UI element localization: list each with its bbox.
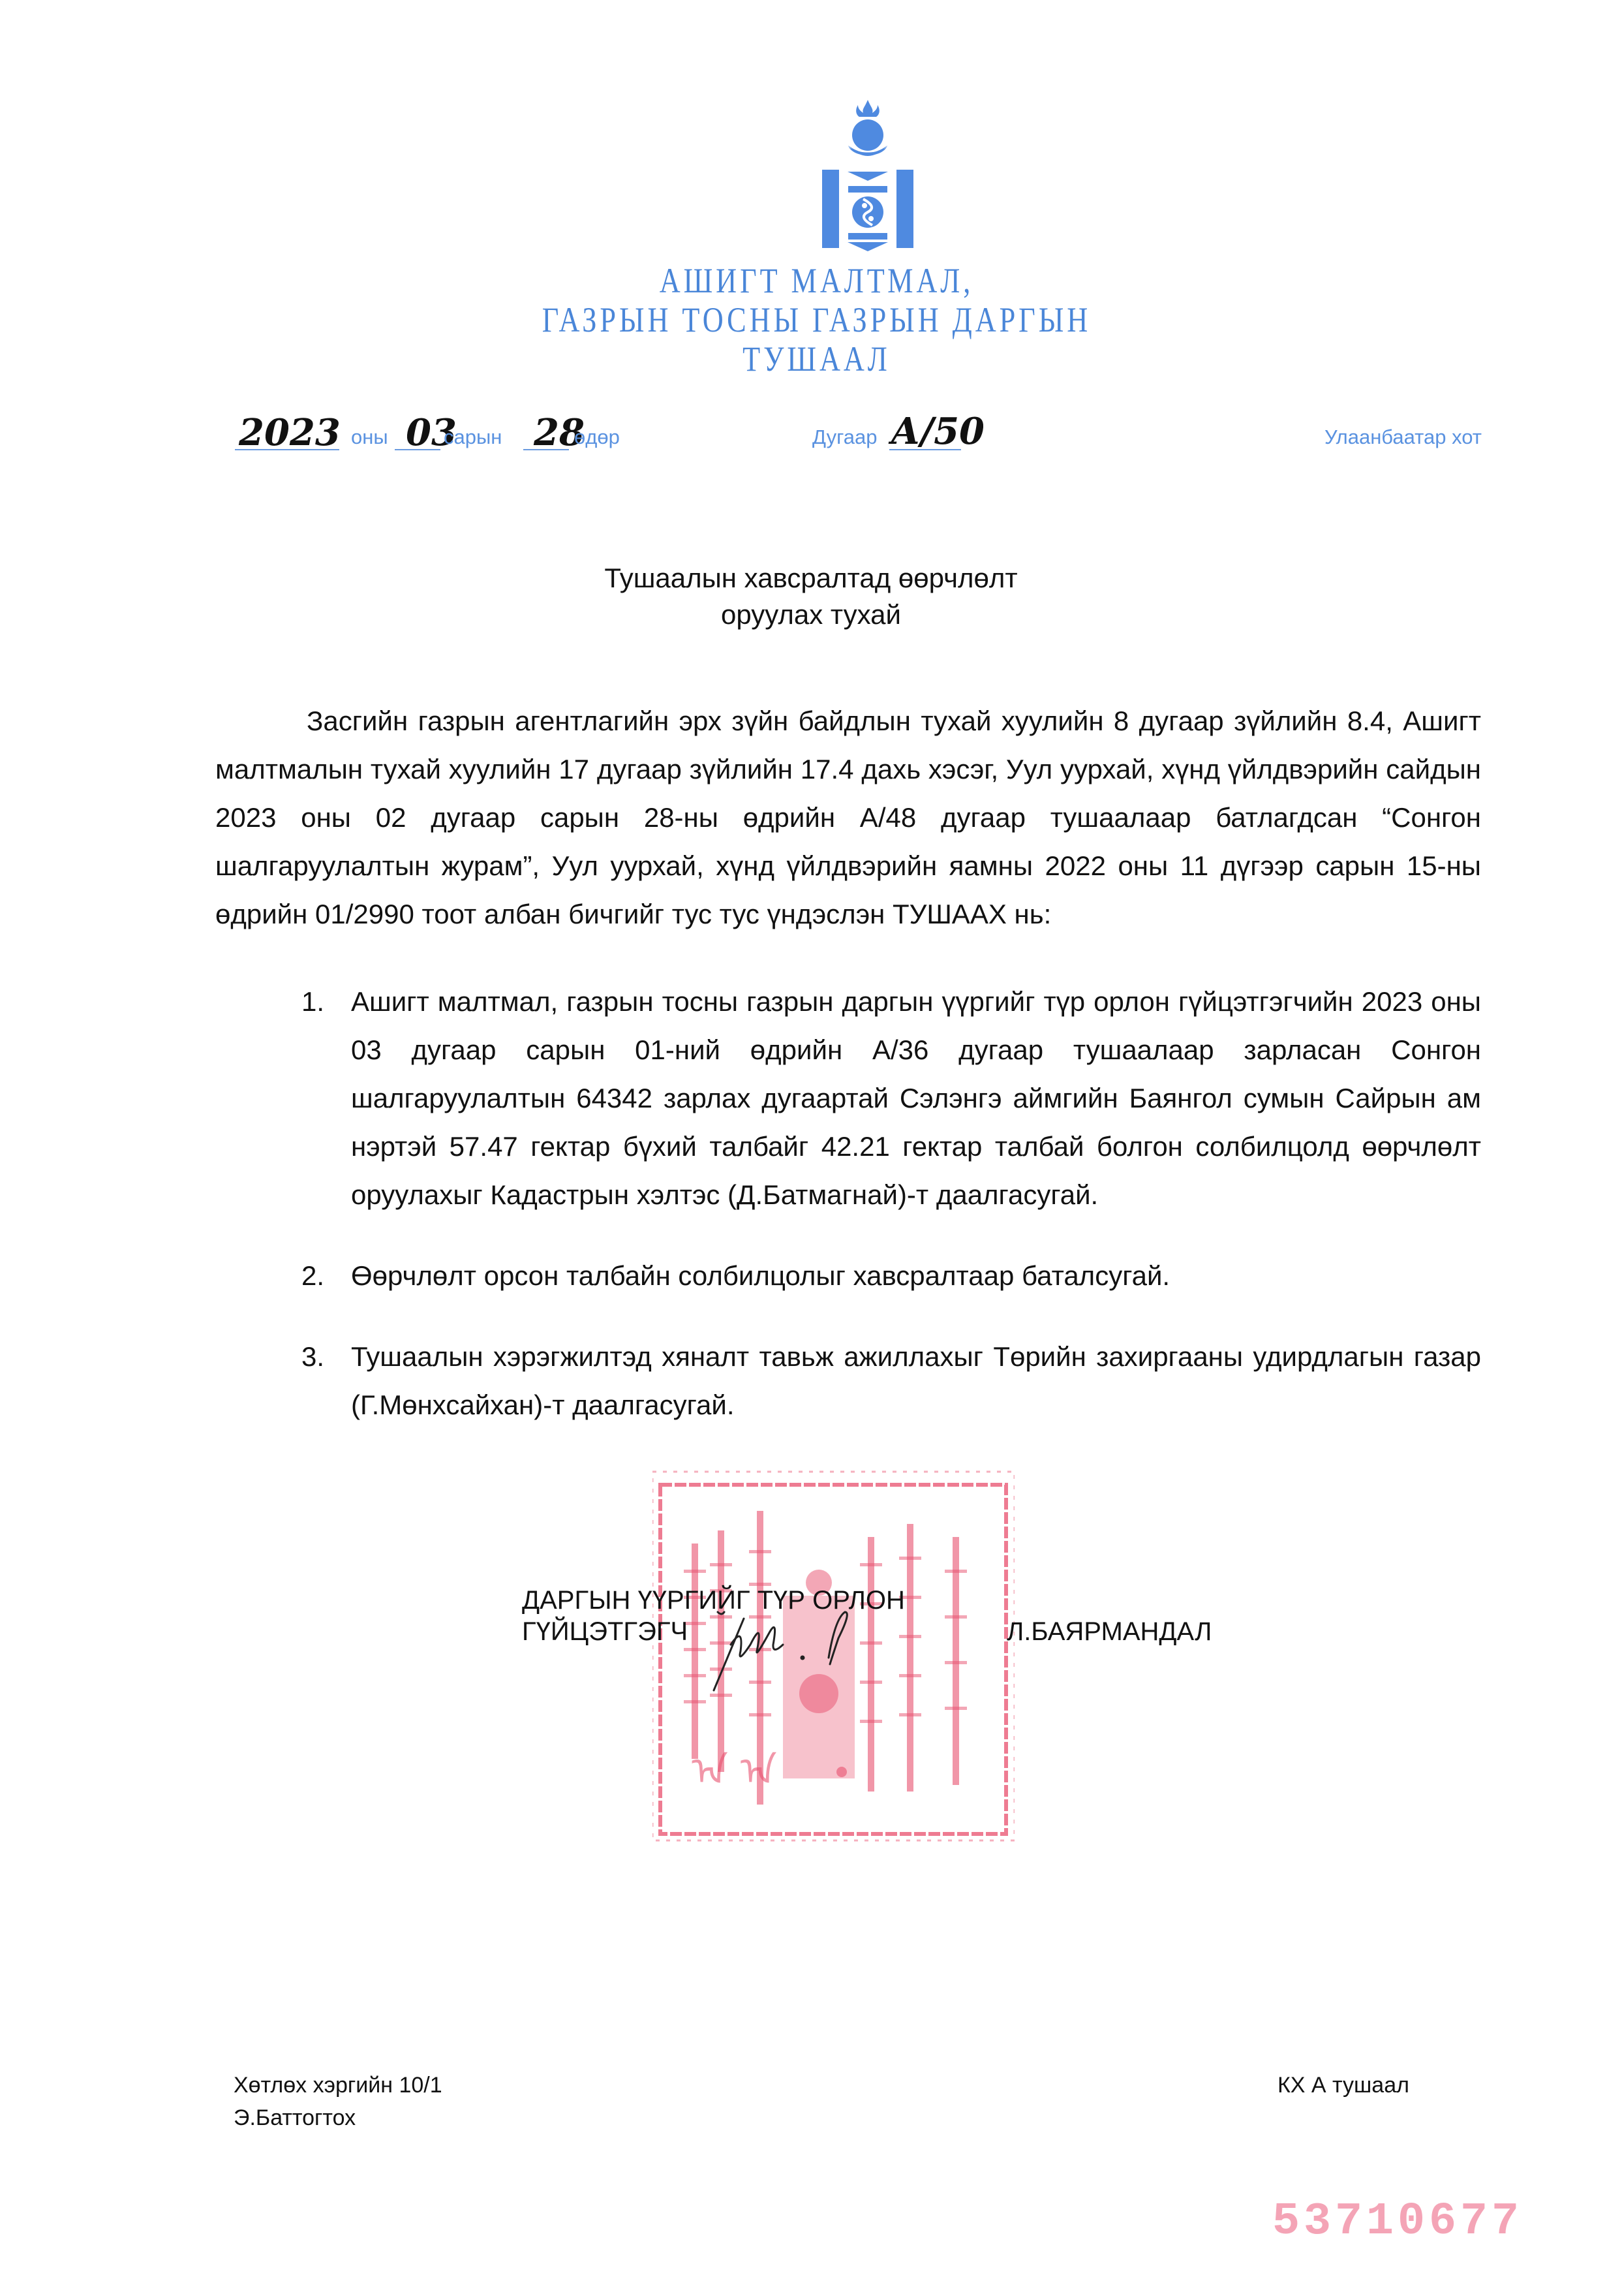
order-item: [301, 1252, 1481, 1300]
subject-line-1: Тушаалын хавсралтад өөрчлөлт: [604, 563, 1018, 593]
signatory-title-line-2: ГҮЙЦЭТГЭГЧ: [522, 1617, 688, 1646]
handwritten-signature: [705, 1592, 874, 1697]
number-label: Дугаар: [812, 426, 878, 448]
signatory-title-line-1: ДАРГЫН ҮҮРГИЙГ ТҮР ОРЛОН: [522, 1586, 905, 1615]
svg-text:ᠠ ᠠ: ᠠ ᠠ: [692, 1749, 777, 1795]
subject-title: [0, 560, 1622, 633]
handwritten-number: А/50: [891, 410, 985, 453]
soyombo-emblem-icon: [819, 82, 917, 251]
header-line-1: АШИГТ МАЛТМАЛ,: [659, 261, 974, 300]
item-number: 3.: [301, 1341, 325, 1372]
signatory-name: Л.БАЯРМАНДАЛ: [1007, 1617, 1212, 1646]
file-case-number: Хөтлөх хэргийн 10/1: [234, 2073, 442, 2098]
order-item: [301, 1333, 1481, 1429]
document-type-note: КХ А тушаал: [1278, 2073, 1409, 2098]
order-items: [301, 978, 1481, 1429]
month-label: сарын: [444, 426, 502, 448]
order-number: [812, 411, 1073, 489]
handwritten-year: 2023: [239, 411, 341, 454]
item-text: Ашигт малтмал, газрын тосны газрын даргын үүргийг түр орлон гүйцэтгэгчийн 2023 оны 03 дугаар сарын 01-ний өдрийн А/36 дугаар тушаалаар зарласан Сонгон шалгаруулалтын 64342 зарлах дугаартай Сэлэнгэ аймгийн Баянгол сумын Сайрын ам нэртэй 57.47 гектар бүхий талбайг 42.21 гектар талбай болгон солбилцолд өөрчлөлт оруулахыг Кадастрын хэлтэс (Д.Батмагнай)-т даалгасугай.: [351, 986, 1481, 1210]
header-line-3: ТУШААЛ: [742, 339, 891, 379]
order-item: [301, 978, 1481, 1219]
prepared-by: Э.Баттогтох: [234, 2105, 356, 2130]
subject-line-2: оруулах тухай: [721, 599, 901, 630]
location: Улаанбаатар хот: [1324, 426, 1482, 448]
handwritten-month: 03: [406, 411, 457, 454]
item-text: Тушаалын хэрэгжилтэд хяналт тавьж ажиллахыг Төрийн захиргааны удирдлагын газар (Г.Мөнхсайхан)-т даалгасугай.: [351, 1341, 1481, 1420]
year-label: оны: [351, 426, 388, 448]
handwritten-day: 28: [534, 411, 585, 454]
serial-number-stamp: 53710677: [1272, 2196, 1523, 2248]
file-reference: [234, 2069, 442, 2134]
item-number: 2.: [301, 1260, 325, 1291]
item-text: Өөрчлөлт орсон талбайн солбилцолыг хавсралтаар баталсугай.: [351, 1260, 1171, 1291]
organization-header: [151, 261, 1482, 379]
preamble-paragraph: Засгийн газрын агентлагийн эрх зүйн байдлын тухай хуулийн 8 дугаар зүйлийн 8.4, Ашигт малтмалын тухай хуулийн 17 дугаар зүйлийн 17.4 дахь хэсэг, Уул уурхай, хүнд үйлдвэрийн сайдын 2023 оны 02 дугаар сарын 28-ны өдрийн А/48 дугаар тушаалаар батлагдсан “Сонгон шалгаруулалтын журам”, Уул уурхай, хүнд үйлдвэрийн яамны 2022 оны 11 дүгээр сарын 15-ны өдрийн 01/2990 тоот албан бичгийг тус тус үндэслэн ТУШААХ нь:: [215, 706, 1481, 929]
item-number: 1.: [301, 986, 325, 1017]
header-line-2: ГАЗРЫН ТОСНЫ ГАЗРЫН ДАРГЫН: [542, 300, 1092, 339]
day-label: өдөр: [574, 426, 620, 448]
